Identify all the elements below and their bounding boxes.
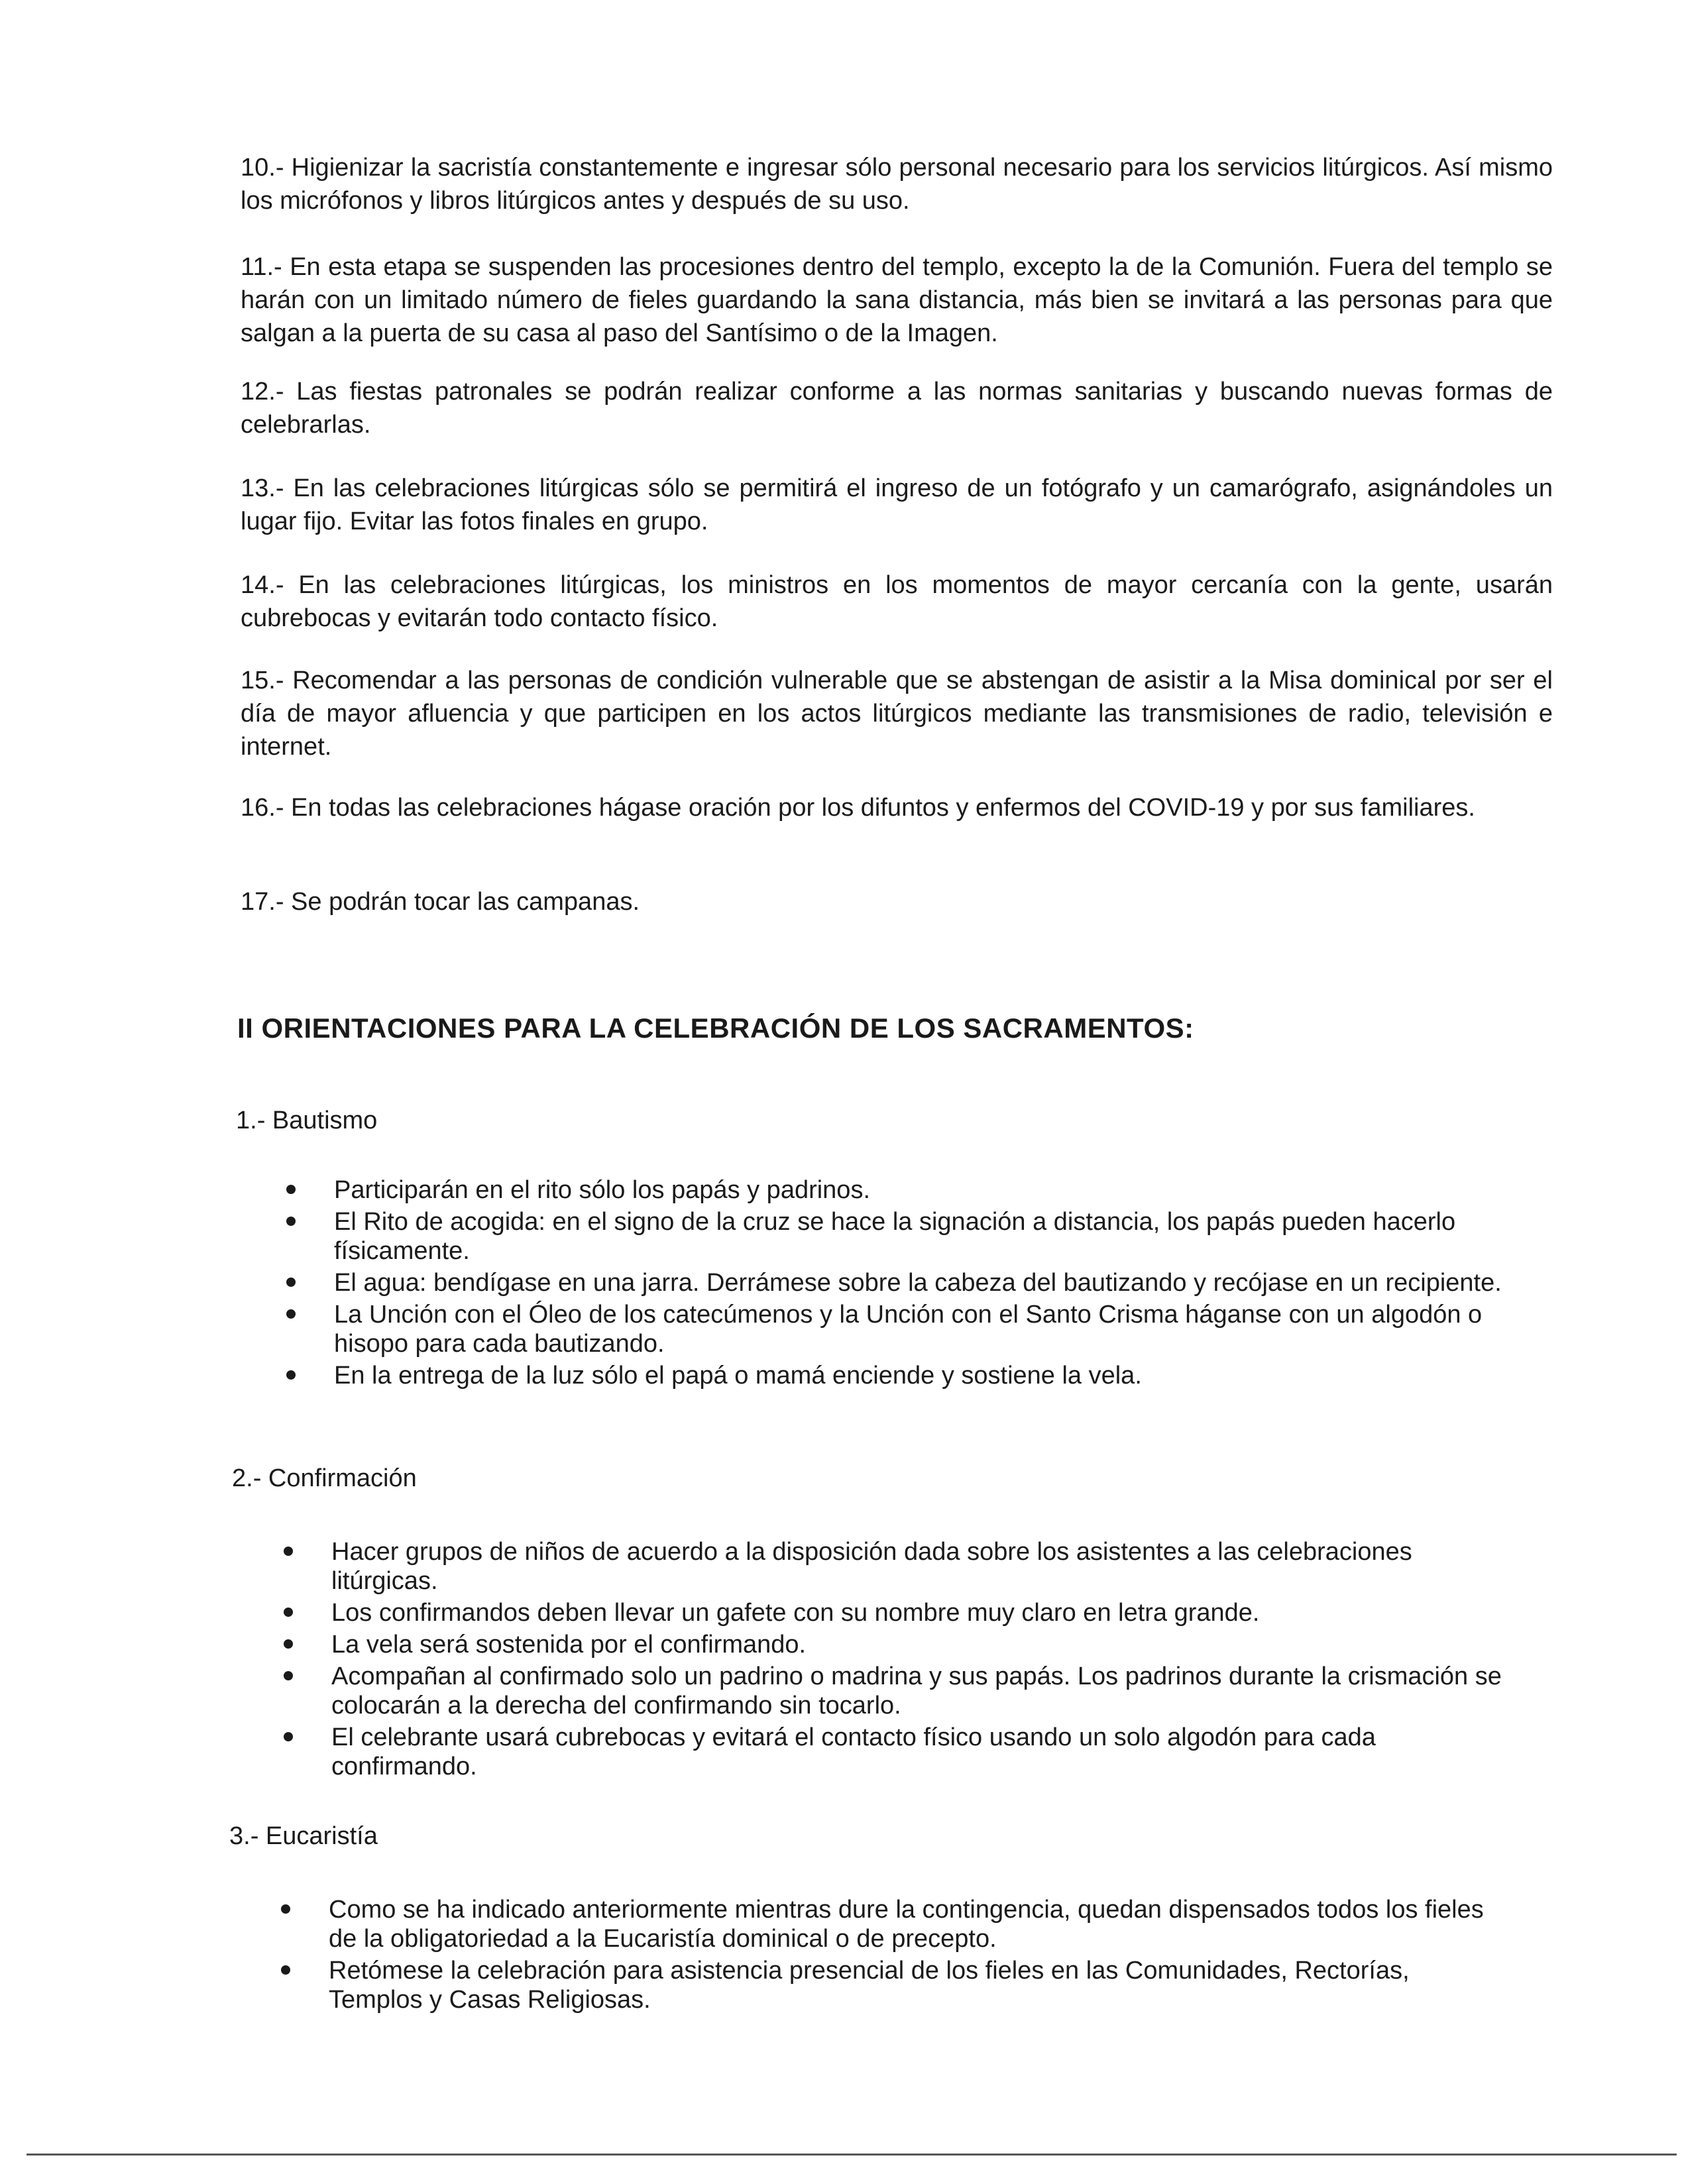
bullet-icon [281,1965,290,1975]
item-16 [241,791,1553,824]
list-item: El Rito de acogida: en el signo de la cruz se hace la signación a distancia, los papás pueden hacerlo físicamente. [286,1207,1506,1266]
list-item: Como se ha indicado anteriormente mientras dure la contingencia, quedan dispensados todos los fieles de la obligatoriedad a la Eucaristía dominical o de precepto. [281,1895,1500,1953]
item-text: Higienizar la sacristía constantemente e ingresar sólo personal necesario para los servicios litúrgicos. Así mismo los micrófonos y libros litúrgicos antes y después de su uso. [241,154,1553,215]
bullet-icon [286,1309,296,1319]
bullet-icon [284,1671,293,1680]
sacrament-title-eucaristia: 3.- Eucaristía [229,1822,378,1850]
list-item: En la entrega de la luz sólo el papá o mamá enciende y sostiene la vela. [286,1361,1506,1390]
item-number: 12.- [241,378,284,406]
item-number: 15.- [241,667,284,694]
item-text: Recomendar a las personas de condición vulnerable que se abstengan de asistir a la Misa dominical por ser el día de mayor afluencia y que participen en los actos litúrgicos mediante las transmisiones de radio, televisión e internet. [241,667,1553,761]
bullet-icon [286,1217,296,1226]
item-text: En las celebraciones litúrgicas sólo se permitirá el ingreso de un fotógrafo y un camarógrafo, asignándoles un lugar fijo. Evitar las fotos finales en grupo. [241,474,1553,535]
item-14 [241,569,1553,635]
list-item: Hacer grupos de niños de acuerdo a la disposición dada sobre los asistentes a las celebraciones litúrgicas. [284,1537,1503,1596]
item-11 [241,250,1553,350]
eucaristia-list [281,1895,1500,2017]
bautismo-list [286,1175,1506,1393]
item-12 [241,375,1553,441]
item-17 [241,885,1553,918]
item-number: 10.- [241,154,284,182]
bullet-icon [286,1370,296,1380]
item-15 [241,664,1553,763]
page-bottom-divider [27,2154,1677,2156]
item-text: Se podrán tocar las campanas. [291,888,640,916]
list-item: El agua: bendígase en una jarra. Derrámese sobre la cabeza del bautizando y recójase en un recipiente. [286,1268,1506,1297]
bullet-icon [284,1547,293,1556]
confirmacion-list [284,1537,1503,1784]
bullet-icon [281,1904,290,1914]
bullet-icon [286,1185,296,1194]
bullet-icon [284,1732,293,1741]
list-item: La vela será sostenida por el confirmando. [284,1630,1503,1659]
list-item: Acompañan al confirmado solo un padrino o madrina y sus papás. Los padrinos durante la crismación se colocarán a la derecha del confirmando sin tocarlo. [284,1662,1503,1720]
item-text: En todas las celebraciones hágase oración por los difuntos y enfermos del COVID-19 y por sus familiares. [291,794,1475,822]
list-item: La Unción con el Óleo de los catecúmenos y la Unción con el Santo Crisma háganse con un algodón o hisopo para cada bautizando. [286,1300,1506,1358]
item-number: 13.- [241,474,284,502]
section-heading: II ORIENTACIONES PARA LA CELEBRACIÓN DE LOS SACRAMENTOS: [237,1012,1194,1044]
item-number: 14.- [241,571,284,599]
list-item: Participarán en el rito sólo los papás y padrinos. [286,1175,1506,1205]
item-text: En esta etapa se suspenden las procesiones dentro del templo, excepto la de la Comunión. Fuera del templo se harán con un limitado número de fieles guardando la sana distancia, más bien se invitará a las personas para que salgan a la puerta de su casa al paso del Santísimo o de la Imagen. [241,253,1553,347]
item-text: En las celebraciones litúrgicas, los ministros en los momentos de mayor cercanía con la gente, usarán cubrebocas y evitarán todo contacto físico. [241,571,1553,632]
item-number: 16.- [241,794,284,822]
bullet-icon [284,1608,293,1617]
item-13 [241,472,1553,538]
item-number: 17.- [241,888,284,916]
sacrament-title-bautismo: 1.- Bautismo [236,1107,378,1134]
sacrament-title-confirmacion: 2.- Confirmación [232,1464,417,1492]
list-item: El celebrante usará cubrebocas y evitará el contacto físico usando un solo algodón para cada confirmando. [284,1723,1503,1781]
list-item: Los confirmandos deben llevar un gafete con su nombre muy claro en letra grande. [284,1598,1503,1627]
bullet-icon [284,1639,293,1649]
item-10 [241,151,1553,217]
list-item: Retómese la celebración para asistencia presencial de los fieles en las Comunidades, Rectorías, Templos y Casas Religiosas. [281,1956,1500,2014]
item-text: Las fiestas patronales se podrán realizar conforme a las normas sanitarias y buscando nuevas formas de celebrarlas. [241,378,1553,439]
item-number: 11.- [241,253,282,281]
bullet-icon [286,1278,296,1287]
